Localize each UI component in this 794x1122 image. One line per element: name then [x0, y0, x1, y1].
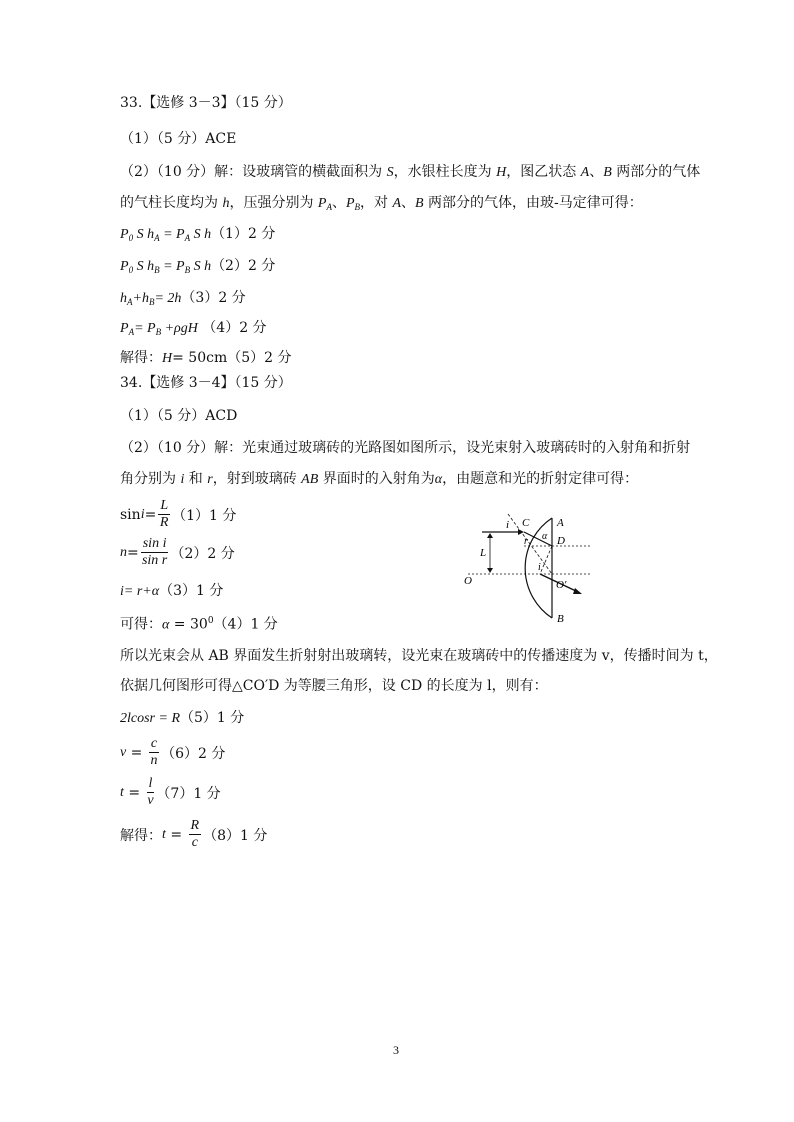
label-D: D	[557, 535, 565, 547]
q34-part2-line4: 依据几何图形可得△CO′D 为等腰三角形，设 CD 的长度为 l，则有：	[120, 678, 548, 694]
q34-eq5: 2lcosr = R（5）1 分	[120, 710, 245, 726]
q34-part2-line2: 角分别为 i 和 r，射到玻璃砖 AB 界面时的入射角为α，由题意和光的折射定律可得：	[120, 471, 639, 487]
label-C: C	[522, 517, 530, 529]
label-i-bottom: i	[538, 562, 541, 573]
label-O-prime: O′	[556, 579, 567, 591]
label-r: r	[524, 536, 528, 547]
q34-eq1: sin i = $\frac{L}{R}$ （1）1 分	[120, 498, 237, 530]
label-B: B	[557, 613, 564, 625]
q34-part2-line1: （2）（10 分）解：光束通过玻璃砖的光路图如图所示，设光束射入玻璃砖时的入射角和折射	[120, 440, 691, 456]
q34-eq7: t = $\frac{l}{v}$ （7）1 分	[120, 776, 221, 808]
q34-part1: （1）（5 分）ACD	[120, 408, 238, 424]
fraction-R-over-c: $\frac{R}{c}$	[190, 818, 200, 850]
q33-header: 33.【选修 3－3】（15 分）	[120, 95, 292, 111]
q33-eq2: $P_0$ S $h_B = P_B$ S h（2）2 分	[120, 258, 276, 275]
label-alpha: α	[542, 531, 548, 542]
optics-diagram	[460, 500, 620, 630]
q34-eq6: v = $\frac{c}{n}$ （6）2 分	[120, 736, 226, 768]
q33-solution: 解得：H= 50cm（5）2 分	[120, 350, 292, 366]
label-A: A	[557, 517, 564, 529]
q33-part2-line1: （2）（10 分）解：设玻璃管的横截面积为 S，水银柱长度为 H，图乙状态 A、B 两部分的气体	[120, 164, 701, 180]
q33-part2-line2: 的气柱长度均为 h，压强分别为 $P_A$、$P_B$，对 A、B 两部分的气体，由玻-马定律可得：	[120, 195, 643, 212]
q34-part2-line3: 所以光束会从 AB 界面发生折射射出玻璃转，设光束在玻璃砖中的传播速度为 v，传播时间为 t，	[120, 648, 718, 664]
fraction-l-over-v: $\frac{l}{v}$	[147, 776, 154, 808]
page-number: 3	[393, 1043, 399, 1057]
q34-eq4: 可得：$\alpha = 30^0(4)1$ 分	[120, 616, 278, 633]
q33-eq3: $h_A+h_B= 2h(3)2$ 分	[120, 290, 246, 307]
refracted-ray	[524, 532, 552, 546]
label-L: L	[480, 547, 487, 559]
fraction-c-over-n: $\frac{c}{n}$	[150, 736, 158, 768]
q34-header: 34.【选修 3－4】（15 分）	[120, 375, 292, 391]
label-i-top: i	[506, 519, 510, 531]
exit-arrow	[573, 588, 582, 594]
q33-part1: （1）（5 分）ACE	[120, 131, 237, 147]
q34-eq3: i= r+α（3）1 分	[120, 583, 224, 599]
fraction-L-over-R: $\frac{L}{R}$	[159, 498, 169, 530]
q34-eq2: n = $\frac{\text{sin i}}{\text{sin r}}$ （2）2 分	[120, 536, 235, 568]
q33-eq1: $P_0$ S $h_A = P_A$ S h（1）2 分	[120, 226, 276, 243]
q33-eq4: $P_A= P_B +\rho gH$ （4）2 分	[120, 320, 267, 337]
fraction-sini-over-sinr: $\frac{\text{sin i}}{\text{sin r}}$	[141, 536, 168, 568]
q34-eq8: 解得： t = $\frac{R}{c}$ （8）1 分	[120, 818, 268, 850]
label-O: O	[464, 575, 472, 587]
